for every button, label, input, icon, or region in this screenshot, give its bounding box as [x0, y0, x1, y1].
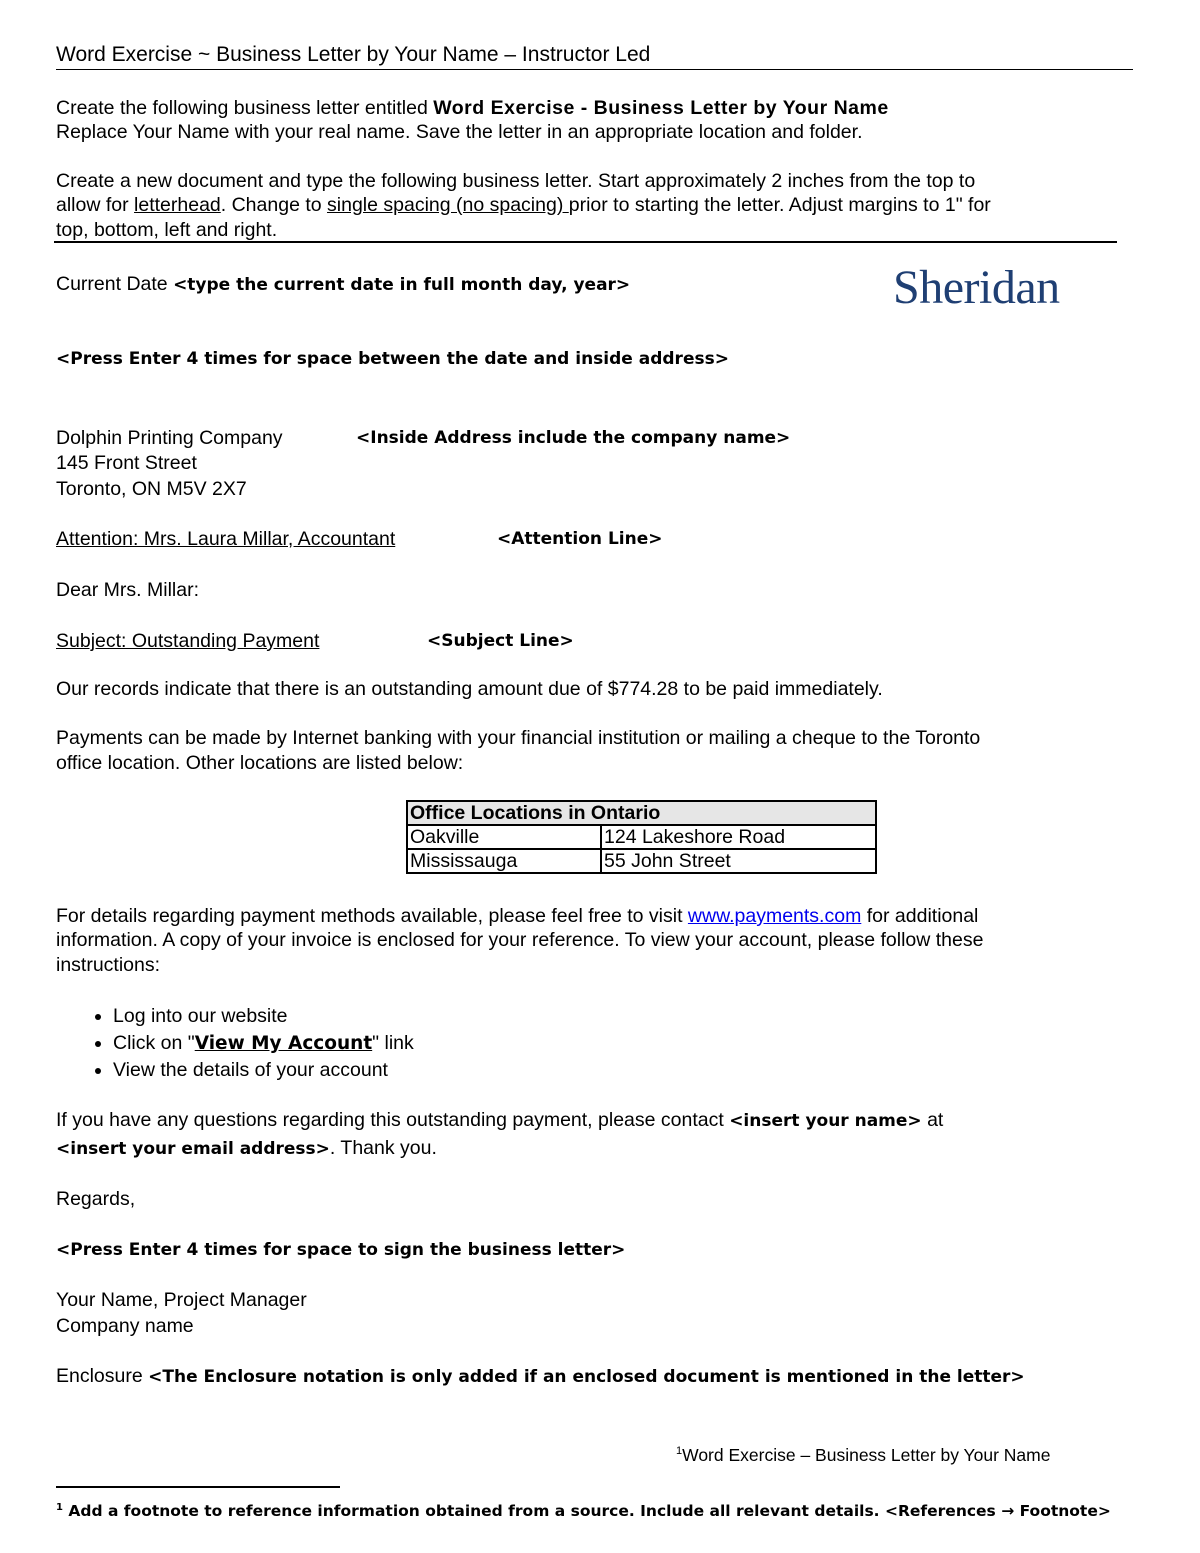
closing: Regards, [56, 1188, 136, 1210]
instructions-list [56, 1003, 414, 1084]
list-text: Click on " [113, 1032, 195, 1054]
letterhead-term: letterhead [134, 194, 221, 216]
list-item: • View the details of your account [113, 1057, 414, 1084]
signer-line: Your Name, Project Manager [56, 1289, 307, 1311]
page-title: Word Exercise ~ Business Letter by Your Name – Instructor Led [56, 43, 651, 66]
body-text: at [921, 1109, 944, 1131]
table-cell-city: Oakville [407, 825, 601, 849]
attention-note: <Attention Line> [497, 529, 663, 549]
single-spacing-term: single spacing (no spacing) [327, 194, 569, 216]
body-paragraph-4-line-1 [56, 1108, 943, 1134]
insert-name-note: <insert your name> [729, 1111, 922, 1131]
footnote-separator [56, 1486, 340, 1488]
arrow-icon: → [1001, 1502, 1015, 1521]
table-row [407, 849, 876, 873]
subject-line: Subject: Outstanding Payment [56, 630, 320, 652]
street-line: 145 Front Street [56, 452, 197, 474]
footnote-reference [676, 1445, 1050, 1466]
instruction-text: allow for [56, 194, 135, 216]
table-cell-address: 55 John Street [601, 849, 876, 873]
instruction-line-4 [56, 193, 991, 218]
view-my-account-link[interactable]: View My Account [194, 1033, 373, 1054]
instruction-text: Create the following business letter entitled [56, 97, 434, 119]
table-header-row [407, 801, 876, 825]
company-name-line: Company name [56, 1315, 194, 1337]
body-paragraph-3-line-1 [56, 904, 978, 929]
enclosure-label: Enclosure [56, 1365, 149, 1387]
body-text: If you have any questions regarding this outstanding payment, please contact [56, 1109, 730, 1131]
city-line: Toronto, ON M5V 2X7 [56, 478, 247, 500]
date-label: Current Date [56, 273, 174, 295]
enclosure-note: <The Enclosure notation is only added if an enclosed document is mentioned in the letter> [148, 1367, 1025, 1387]
subject-note: <Subject Line> [427, 631, 574, 651]
salutation: Dear Mrs. Millar: [56, 579, 200, 601]
instruction-line-1 [56, 96, 889, 121]
footnote-body: Add a footnote to reference information obtained from a source. Include all relevant details. <References [62, 1502, 1002, 1521]
body-paragraph-2-line-2: office location. Other locations are listed below: [56, 752, 464, 774]
document-name: Word Exercise - Business Letter by Your Name [433, 97, 889, 119]
body-paragraph-3-line-3: instructions: [56, 954, 161, 976]
press-enter-note-sign: <Press Enter 4 times for space to sign the business letter> [56, 1240, 626, 1260]
body-paragraph-1: Our records indicate that there is an outstanding amount due of $774.28 to be paid immediately. [56, 678, 883, 700]
body-text: for additional [861, 905, 979, 927]
body-text: . Thank you. [329, 1137, 437, 1159]
inside-address-note: <Inside Address include the company name> [356, 428, 791, 448]
payments-link[interactable]: www.payments.com [687, 905, 862, 927]
body-text: For details regarding payment methods available, please feel free to visit [56, 905, 688, 927]
list-text: " link [372, 1032, 414, 1054]
insert-email-note: <insert your email address> [56, 1139, 330, 1159]
instruction-line-2: Replace Your Name with your real name. Save the letter in an appropriate location and folder. [56, 121, 863, 143]
footnote-ref-text: Word Exercise – Business Letter by Your Name [682, 1445, 1051, 1465]
instruction-text: prior to starting the letter. Adjust margins to 1" for [568, 194, 991, 216]
footnote-text [56, 1502, 1111, 1520]
table-header: Office Locations in Ontario [407, 801, 876, 825]
header-rule [56, 69, 1133, 70]
company-line: Dolphin Printing Company [56, 427, 283, 449]
sheridan-logo: Sheridan [893, 261, 1060, 314]
table-cell-city: Mississauga [407, 849, 601, 873]
list-item: • Log into our website [113, 1003, 414, 1030]
list-item [113, 1030, 414, 1057]
attention-line: Attention: Mrs. Laura Millar, Accountant [56, 528, 396, 550]
footnote-end: Footnote> [1014, 1502, 1111, 1521]
enclosure-line [56, 1364, 1025, 1390]
footnote-mark: 1 [56, 1502, 63, 1513]
body-paragraph-2-line-1: Payments can be made by Internet banking with your financial institution or mailing a cheque to the Toronto [56, 727, 981, 749]
office-locations-table [406, 800, 877, 874]
date-line [56, 272, 630, 298]
body-paragraph-3-line-2: information. A copy of your invoice is enclosed for your reference. To view your account, please follow these [56, 929, 984, 951]
table-row [407, 825, 876, 849]
footnote-ref-mark: 1 [676, 1445, 683, 1458]
instruction-rule [54, 241, 1117, 243]
press-enter-note-date: <Press Enter 4 times for space between the date and inside address> [56, 349, 729, 369]
body-paragraph-4-line-2 [56, 1136, 437, 1162]
instruction-text: . Change to [220, 194, 328, 216]
instruction-line-5: top, bottom, left and right. [56, 219, 278, 241]
date-note: <type the current date in full month day, year> [173, 275, 631, 295]
instruction-line-3: Create a new document and type the following business letter. Start approximately 2 inches from the top to [56, 170, 976, 192]
table-cell-address: 124 Lakeshore Road [601, 825, 876, 849]
